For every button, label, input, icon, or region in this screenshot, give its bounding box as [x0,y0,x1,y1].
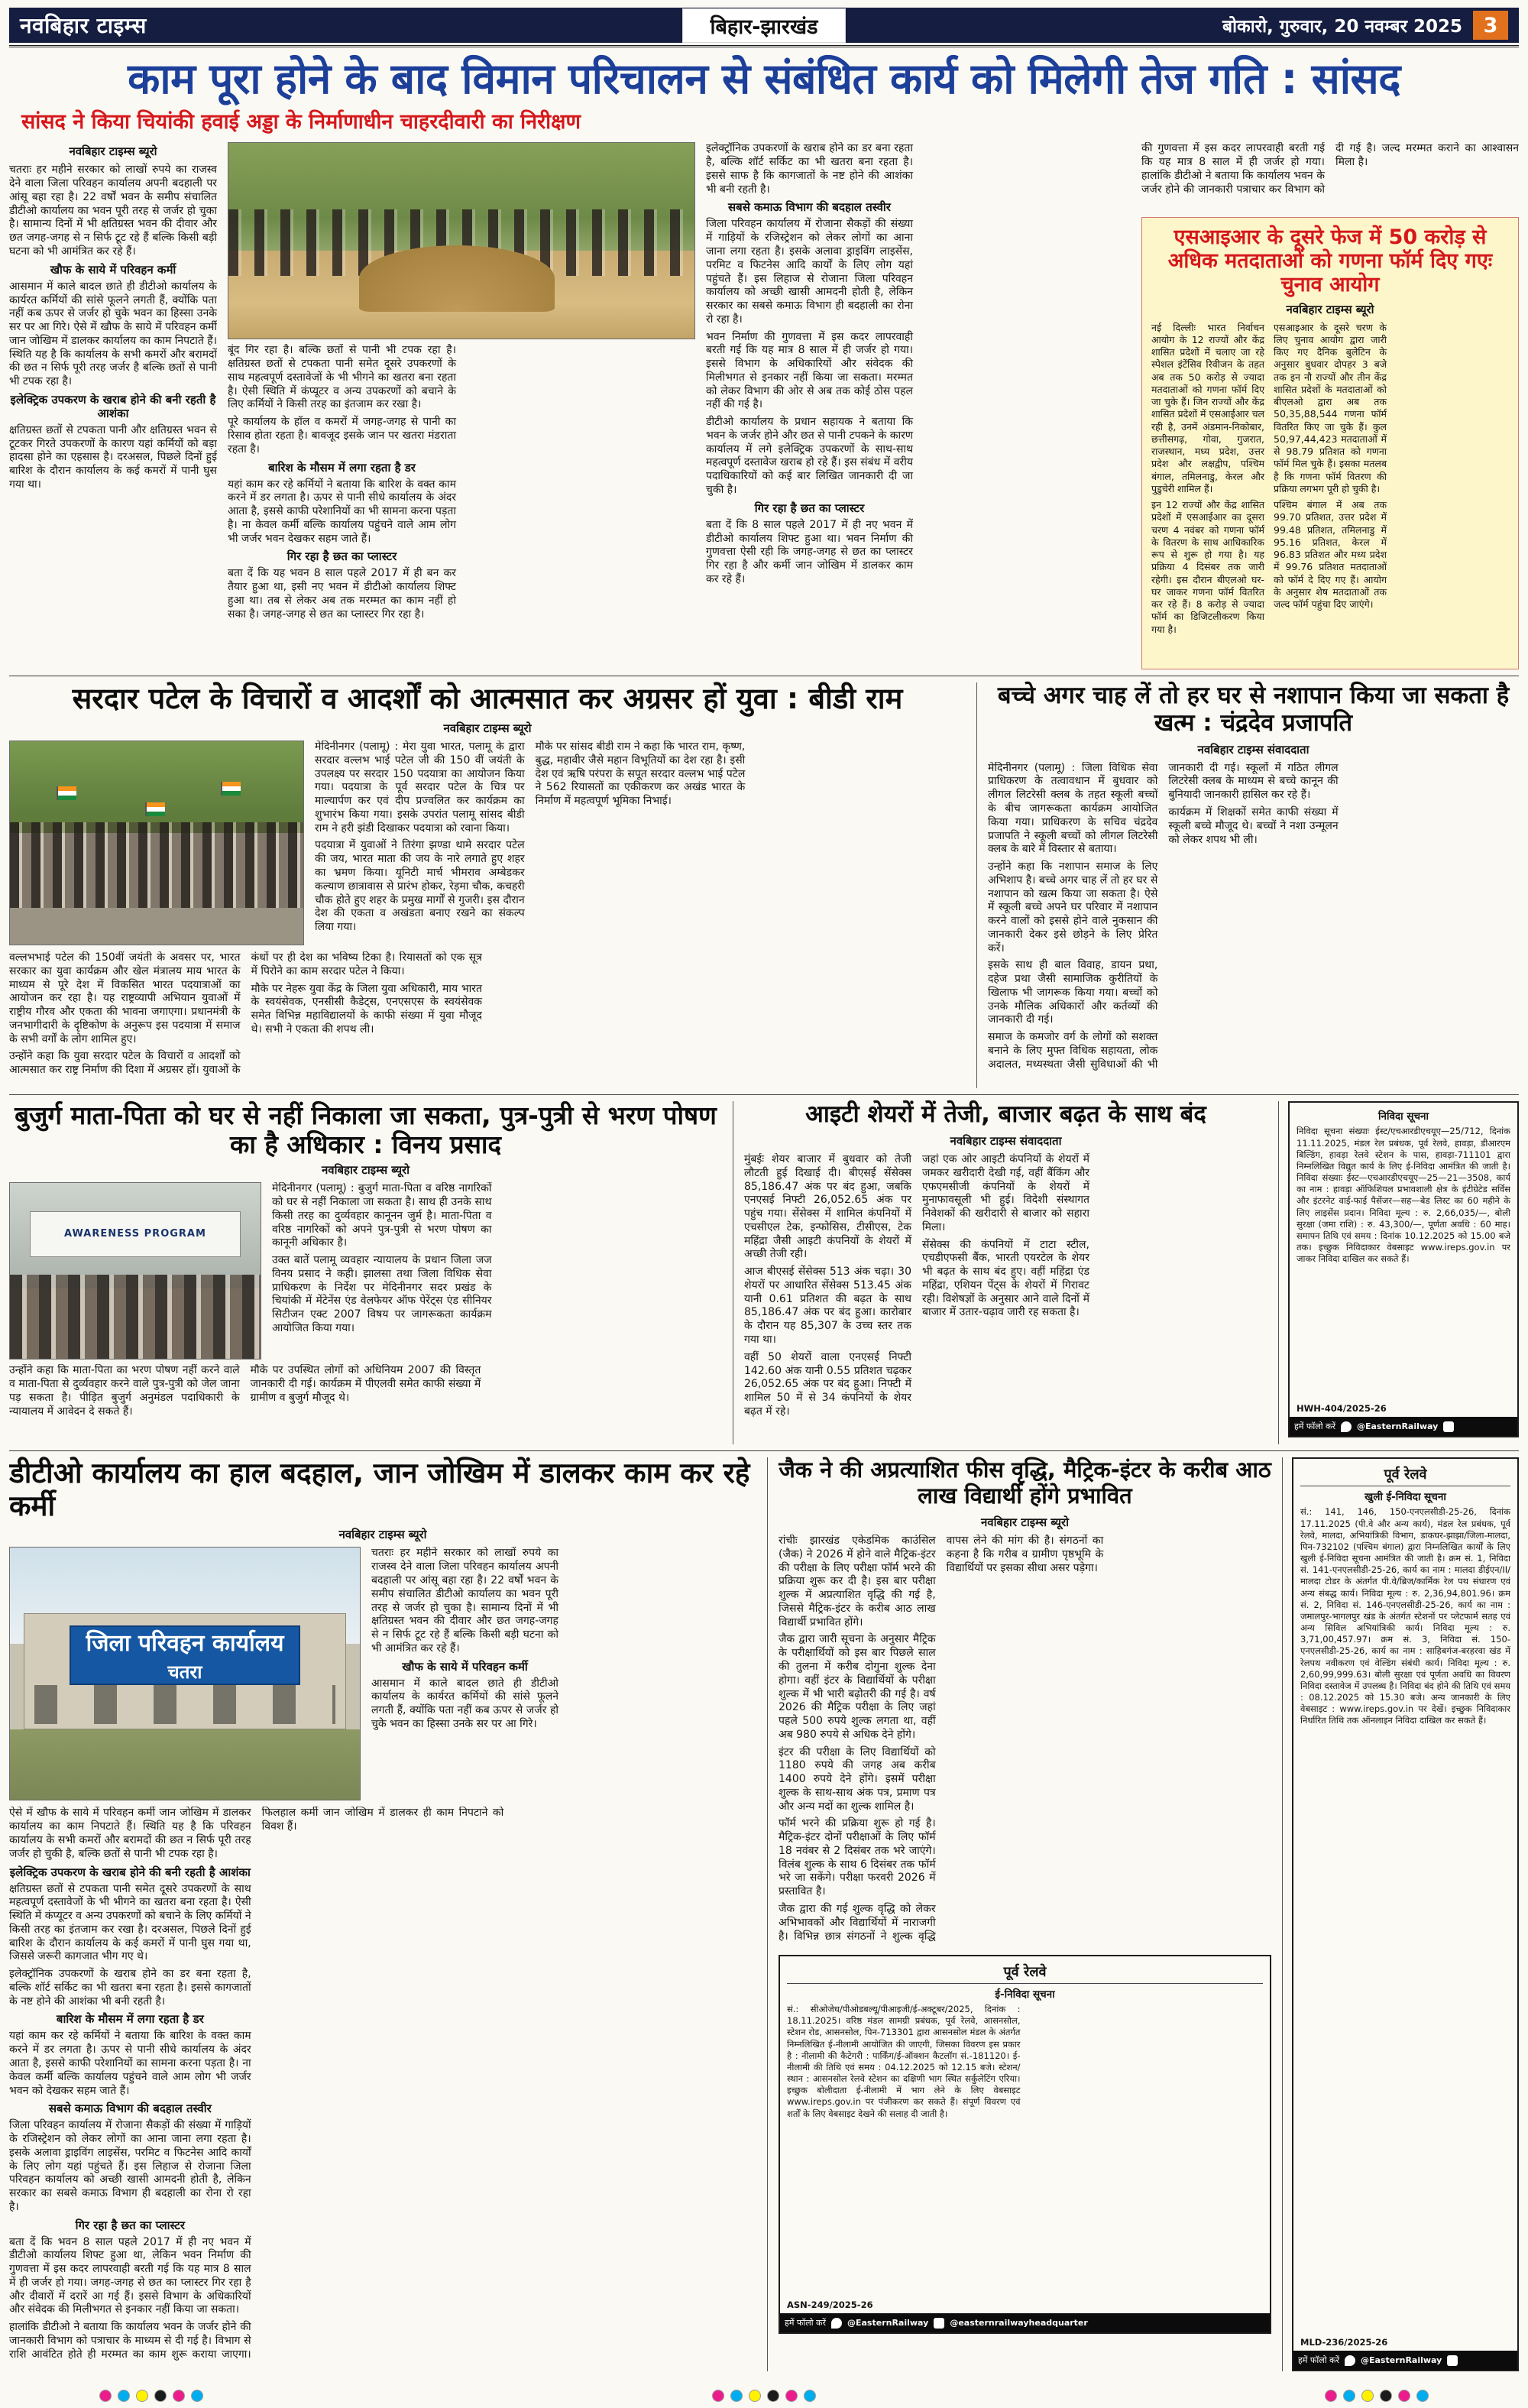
children-body [988,762,1519,1080]
registration-dot [173,2390,185,2402]
body-paragraph: बता दें कि यह भवन 8 साल पहले 2017 में ही बन कर तैयार हुआ था, इसी नए भवन में डीटीओ कार्यालय शिफ्ट हुआ था। तब से लेकर अब तक मरम्मत का काम नहीं हो सका है। जगह-जगह से छत का प्लास्टर गिर रहा है। [228,567,456,621]
registration-dot [1398,2390,1410,2402]
notice-body: सं.: सीओजेध/पीओडबल्यू/पीआइजी/ई-अक्टूबर/2025, दिनांक : 18.11.2025। वरिष्ठ मंडल सामग्री प्रबंधक, पूर्व रेलवे, आसनसोल, स्टेशन रोड, आसनसोल, पिन-713301 द्वारा आसनसोल मंडल के अंतर्गत निम्नलिखित ई-नीलामी आयोजित की जाएगी, जिसका विवरण इस प्रकार है : नीलामी की कैटेगरी : पार्किंग/ई-ऑक्शन कैटलॉग सं.-181120। ई-नीलामी की तिथि एवं समय : 04.12.2025 को 12.15 बजे। स्टेशन/स्थान : आसनसोल रेलवे स्टेशन का दक्षिणी भाग स्थित सर्कुलेटिंग एरिया। इच्छुक बोलीदाता ई-नीलामी में भाग लेने के लिए वेबसाइट www.ireps.gov.in पर पंजीकरण कर सकते हैं। संपूर्ण विवरण एवं शर्तों के लिए वेबसाइट देखने की सलाह दी जाती है। [787,2004,1021,2119]
body-paragraph: मौके पर नेहरू युवा केंद्र के जिला युवा अधिकारी, माय भारत के स्वयंसेवक, एनसीसी कैडेट्स, एनएसएस के स्वयंसेवक समेत विभिन्न महाविद्यालयों के काफी संख्या में युवा मौजूद थे। सभी ने एकता की शपथ ली। [251,982,482,1035]
body-paragraph: समाज के कमजोर वर्ग के लोगों को सशक्त बनाने के लिए मुफ्त विधिक सहायता, लोक अदालत, मध्यस्थता जैसी सुविधाओं की भी जानकारी दी गई। स्कूलों में गठित लीगल लिटरेसी क्लब के माध्यम से बच्चे कानून की बुनियादी जानकारी हासिल कर रहे हैं। [988,761,1339,1071]
body-paragraph: पश्चिम बंगाल में अब तक 99.70 प्रतिशत, उत्तर प्रदेश में 99.48 प्रतिशत, तमिलनाडु में 95.16 प्रतिशत, केरल में 96.83 प्रतिशत और मध्य प्रदेश में 99.76 प्रतिशत मतदाताओं को फॉर्म दे दिए गए हैं। आयोग के अनुसार शेष मतदाताओं तक जल्द फॉर्म पहुंचा दिए जाएंगे। [1274,499,1387,611]
photo-banner: AWARENESS PROGRAM [30,1211,241,1257]
masthead-right [861,11,1508,40]
body-paragraph: आसमान में काले बादल छाते ही डीटीओ कार्यालय के कार्यरत कर्मियों की सांसे फूलने लगती हैं, क्योंकि पता नहीं कब ऊपर से जर्जर हो चुके भवन का हिस्सा उनके सर पर आ गिरे। ऐसे में खौफ के साये में परिवहन कर्मी जान जोखिम में डालकर कार्यालय का काम निपटाते हैं। स्थिति यह है कि कार्यालय के सभी कमरों और बरामदों की छत न सिर्फ पूरी तरह जर्जर है बल्कि छतों से पानी भी टपक रहा है। [9,280,217,388]
article-elders [9,1101,722,1444]
tender-notice-hwh [1288,1101,1519,1437]
body-paragraph: फॉर्म भरने की प्रक्रिया शुरू हो गई है। मैट्रिक-इंटर दोनों परीक्षाओं के लिए फॉर्म 18 नवंबर से 2 दिसंबर तक भरे जाएंगे। विलंब शुल्क के साथ 6 दिसंबर तक फॉर्म भरे जा सकेंगे। परीक्षा फरवरी 2026 में प्रस्तावित है। [779,1817,936,1898]
patel-bottom-text [9,951,966,1086]
body-paragraph: मेदिनीनगर (पलामू) : जिला विधिक सेवा प्राधिकरण के तत्वावधान में बुधवार को लीगल लिटरेसी क्लब के तहत स्कूली बच्चों के बीच जागरूकता कार्यक्रम आयोजित किया गया। प्राधिकरण के सचिव चंद्रदेव प्रजापति ने स्कूली बच्चों को लीगल लिटरेसी क्लब के बारे में विस्तार से बताया। [988,761,1158,856]
photo-windows [34,1685,335,1724]
body-paragraph: बता दें कि 8 साल पहले 2017 में ही नए भवन में डीटीओ कार्यालय शिफ्ट हुआ था। भवन निर्माण की गुणवत्ता ऐसी रही कि जगह-जगह से छत का प्लास्टर गिर रहा है और कर्मी जान जोखिम में डालकर काम कर रहे हैं। [706,518,913,585]
body-paragraph: चतराः हर महीने सरकार को लाखों रुपये का राजस्व देने वाला जिला परिवहन कार्यालय अपनी बदहाली पर आंसू बहा रहा है। 22 वर्षों भवन के समीप संचालित डीटीओ कार्यालय का भवन पूरी तरह से जर्जर हो चुका है। सामान्य दिनों में भी क्षतिग्रस्त भवन की दीवार और छत जगह-जगह से न सिर्फ टूट रहे हैं बल्कि किसी बड़ी घटना को भी आमंत्रित कर रहे हैं। [371,1547,558,1654]
follow-label: हमें फॉलो करें [1298,2355,1339,2366]
dto-photo-building [9,1547,361,1800]
inline-subhead: बारिश के मौसम में लगा रहता है डर [56,2012,204,2027]
patel-photo-row [9,741,966,945]
page-number: 3 [1473,11,1508,40]
dto-headline: डीटीओ कार्यालय का हाल बदहाल, जान जोखिम में डालकर काम कर रहे कर्मी [9,1457,750,1522]
body-paragraph: उन्होंने कहा कि माता-पिता का भरण पोषण नहीं करने वाले व माता-पिता से दुर्व्यवहार करने वाले पुत्र-पुत्री को जेल जाना पड़ सकता है। पीड़ित बुजुर्ग अनुमंडल पदाधिकारी के न्यायालय में आवेदन दे सकते हैं। [9,1364,240,1418]
body-paragraph: डीटीओ कार्यालय के प्रधान सहायक ने बताया कि भवन के जर्जर होने और छत से पानी टपकने के कारण कार्यालय में लगे इलेक्ट्रिक उपकरणों के साथ-साथ महत्वपूर्ण दस्तावेज खराब हो रहे हैं। इस संबंध में वरीय पदाधिकारियों को कई बार लिखित जानकारी दी जा चुकी है। [706,416,913,496]
masthead-rule [9,45,1519,47]
elders-byline: नवबिहार टाइम्स ब्यूरो [321,1163,410,1178]
social-follow-bar [1290,1417,1517,1436]
notice-org: पूर्व रेलवे [1300,1465,1510,1486]
lead-subhead: सांसद ने किया चियांकी हवाई अड्डा के निर्माणाधीन चाहरदीवारी का निरीक्षण [21,110,581,134]
inline-subhead: गिर रहा है छत का प्लास्टर [754,501,865,515]
registration-dot [749,2390,761,2402]
lead-column-1-text [9,164,217,491]
election-highlight-box [1141,217,1519,669]
lead-byline: नवबिहार टाइम्स ब्यूरो [69,144,157,159]
market-headline: आइटी शेयरों में तेजी, बाजार बढ़त के साथ बंद [805,1100,1206,1129]
article-children [976,682,1519,1088]
dto-bottom-text [9,1807,756,2369]
patel-photo-rally [9,741,304,945]
section-name: बिहार-झारखंड [682,8,847,43]
inline-subhead: खौफ के साये में परिवहन कर्मी [402,1659,528,1674]
registration-dot [1325,2390,1337,2402]
twitter-icon [831,2318,842,2329]
body-paragraph: जिला परिवहन कार्यालय में रोजाना सैकड़ों की संख्या में गाड़ियों के रजिस्ट्रेशन को लेकर लोगों का आना जाना लगा रहता है। इसके अलावा ड्राइविंग लाइसेंस, परमिट व फिटनेस आदि कार्यों के लिए लोग यहां पहुंचते हैं। इस लिहाज से रोजाना जिला परिवहन कार्यालय को अच्छी खासी आमदनी होती है, लेकिन सरकार का सबसे कमाऊ विभाग ही बदहाली का रोना रो रहा है। [706,218,913,326]
photo-crowd [10,822,303,908]
article-market [733,1101,1267,1444]
registration-dot [1343,2390,1355,2402]
jac-byline: नवबिहार टाइम्स ब्यूरो [980,1515,1070,1530]
lead-far-right-zone [1141,142,1519,669]
body-paragraph: की गुणवत्ता में इस कदर लापरवाही बरती गई कि यह मात्र 8 साल में ही जर्जर हो गया। हालांकि डीटीओ ने बताया कि कार्यालय भवन के जर्जर होने की जानकारी पत्राचार कर विभाग को दी गई है। जल्द मरम्मत कराने का आश्वासन मिला है। [1141,142,1519,196]
body-paragraph: मौके पर उपस्थित लोगों को अधिनियम 2007 की विस्तृत जानकारी दी गई। कार्यक्रम में पीएलवी समेत काफी संख्या में ग्रामीण व बुजुर्ग मौजूद थे। [250,1364,481,1404]
body-paragraph: रांचीः झारखंड एकेडमिक काउंसिल (जैक) ने 2026 में होने वाले मैट्रिक-इंटर की परीक्षा के लिए परीक्षा फॉर्म भरने की प्रक्रिया शुरू कर दी है। इस बार परीक्षा शुल्क में अप्रत्याशित वृद्धि की गई है, जिससे मैट्रिक-इंटर के करीब आठ लाख विद्यार्थी प्रभावित होंगे। [779,1535,936,1629]
photo-road [10,908,303,945]
tricolor-flag [145,802,165,816]
body-paragraph: कार्यक्रम में शिक्षकों समेत काफी संख्या में स्कूली बच्चे मौजूद थे। बच्चों ने नशा उन्मूलन को लेकर शपथ भी ली। [1168,805,1339,846]
notice-title: खुली ई-निविदा सूचना [1365,1491,1446,1504]
registration-dot [154,2390,167,2402]
section-lead-story [9,142,1519,669]
body-paragraph: उन्होंने कहा कि नशापान समाज के लिए अभिशाप है। बच्चे अगर चाह लें तो हर घर से नशापान को खत्म किया जा सकता है। ऐसे में स्कूली बच्चे अपने घर परिवार में नशापान करने वालों को इससे होने वाले नुकसान की जानकारी देकर इसे छोड़ने के लिए प्रेरित करें। [988,860,1158,954]
body-paragraph: ऐसे में खौफ के साये में परिवहन कर्मी जान जोखिम में डालकर कार्यालय का काम निपटाते हैं। स्थिति यह है कि परिवहन कार्यालय के सभी कमरों और बरामदों की छत न सिर्फ पूरी तरह जर्जर हो चुकी है, बल्कि छतों से पानी भी टपक रहा है। [9,1807,251,1860]
article-dto [9,1457,756,2371]
article-patel [9,682,966,1088]
twitter-handle: @EasternRailway [1361,2355,1442,2366]
body-paragraph: सेंसेक्स की कंपनियों में टाटा स्टील, एचडीएफसी बैंक, भारती एयरटेल के शेयर भी बढ़त के साथ बंद हुए। वहीं महिंद्रा एंड महिंद्रा, एशियन पेंट्स के शेयरों में गिरावट रही। विशेषज्ञों के अनुसार आने वाले दिनों में बाजार में उतार-चढ़ाव जारी रह सकता है। [922,1238,1089,1319]
photo-sand-mound [359,245,555,312]
body-paragraph: बूंद गिर रहा है। बल्कि छतों से पानी भी टपक रहा है। क्षतिग्रस्त छतों से टपकता पानी समेत दूसरे उपकरणों के साथ महत्वपूर्ण दस्तावेजों के भी भीगने का खतरा बना रहता है। ऐसी स्थिति में कंप्यूटर व अन्य उपकरणों को बचाने के लिए कर्मियों ने किसी तरह का इंतजाम कर रखा है। [228,344,456,411]
body-paragraph: क्षतिग्रस्त छतों से टपकता पानी समेत दूसरे उपकरणों के साथ महत्वपूर्ण दस्तावेजों के भी भीगने का खतरा बना रहता है। ऐसी स्थिति में कंप्यूटर व अन्य उपकरणों को बचाने के लिए कर्मियों ने किसी तरह का इंतजाम कर रखा है। दरअसल, पिछले दिनों हुई बारिश के दौरान कार्यालय के कई कमरों में पानी घुस गया था, जिससे जरूरी कागजात भीग गए थे। [9,1882,251,1963]
elders-bottom-text [9,1364,722,1441]
dto-byline: नवबिहार टाइम्स ब्यूरो [338,1528,427,1542]
photo-building [24,1613,345,1729]
market-body [744,1153,1267,1421]
section-two [9,676,1519,1088]
social-follow-bar [780,2313,1270,2332]
children-headline: बच्चे अगर चाह लें तो हर घर से नशापान किया जा सकता है खत्म : चंद्रदेव प्रजापति [997,682,1510,737]
notice-body: निविदा सूचना संख्याः ईस्ट/एचआरडीएचयूए—25/712, दिनांक 11.11.2025, मंडल रेल प्रबंधक, पूर्व रेलवे, हावड़ा, डीआरएम बिल्डिंग, हावड़ा रेलवे स्टेशन के पास, हावड़ा-711101 द्वारा निम्नलिखित विद्युत कार्य के लिए ई-निविदा आमंत्रित की जाती है। निविदा संख्याः ईस्ट—एचआरडीएचयूए—25—21—3508, कार्य का नाम : हावड़ा ऑफिशियल प्रभावशाली क्षेत्र के इंटीग्रेटेड सर्विस और इंटरनेट वाई-फाई पैसेंजर—सह—बेड लिस्ट का 60 महीने के लिए लाइसेंस प्रदान। निविदा मूल्य : रु. 2,66,035/—, बोली सुरक्षा (जमा राशि) : रु. 43,300/—, पूर्णता अवधि : 60 माह। समापन तिथि एवं समय : दिनांक 10.12.2025 को 15.00 बजे तक। इच्छुक निविदाकार वेबसाइट www.ireps.gov.in पर जाकर निविदा दाखिल कर सकते हैं। [1297,1126,1510,1265]
tender-notice-mld [1292,1457,1519,2371]
jac-body [779,1535,1271,1947]
right-rail-bottom [1282,1457,1519,2371]
body-paragraph: इसके साथ ही बाल विवाह, डायन प्रथा, दहेज प्रथा जैसी सामाजिक कुरीतियों के खिलाफ भी जागरूक किया गया। बच्चों को उनके मौलिक अधिकारों और कर्तव्यों की जानकारी दी गई। [988,959,1158,1026]
inline-subhead: सबसे कमाऊ विभाग की बदहाल तस्वीर [48,2102,212,2116]
registration-dot [767,2390,779,2402]
body-paragraph: भवन निर्माण की गुणवत्ता में इस कदर लापरवाही बरती गई कि यह मात्र 8 साल में ही जर्जर हो गया। इससे विभाग के अधिकारियों और संवेदक की मिलीभगत से इनकार नहीं किया जा सकता। मरम्मत को लेकर विभाग की ओर से अब तक कोई ठोस पहल नहीं की गई है। [706,330,913,411]
notice-id: HWH-404/2025-26 [1297,1403,1387,1415]
patel-byline: नवबिहार टाइम्स ब्यूरो [443,721,532,736]
notice-org: पूर्व रेलवे [787,1962,1263,1984]
social-follow-bar [1293,2351,1517,2370]
body-paragraph: उक्त बातें पलामू व्यवहार न्यायालय के प्रधान जिला जज विनय प्रसाद ने कही। झालसा तथा जिला विधिक सेवा प्राधिकरण के निर्देश पर मेदिनीनगर सदर प्रखंड के चियांकी में मेंटेनेंस एंड वेलफेयर ऑफ पेरेंट्स एंड सीनियर सिटीजन एक्ट 2007 विषय पर जागरूकता कार्यक्रम आयोजित किया गया। [272,1254,492,1334]
elders-headline: बुजुर्ग माता-पिता को घर से नहीं निकाला जा सकता, पुत्र-पुत्री से भरण पोषण का है अधिकार : विनय प्रसाद [15,1100,717,1160]
election-byline: नवबिहार टाइम्स ब्यूरो [1286,302,1374,316]
lead-right-columns [706,142,1131,669]
twitter-icon [1341,1421,1352,1432]
body-paragraph: वल्लभभाई पटेल की 150वीं जयंती के अवसर पर, भारत सरकार का युवा कार्यक्रम और खेल मंत्रालय माय भारत के माध्यम से पूरे देश में विकसित भारत पदयात्राओं का आयोजन कर रहा है। यह राष्ट्रव्यापी अभियान युवाओं में राष्ट्रीय गौरव और एकता की भावना जगाएगा। प्रधानमंत्री के जनभागीदारी के दृष्टिकोण के अनुरूप इस पदयात्रा में समाज के सभी वर्गों के लोग शामिल हुए। [9,951,241,1045]
body-paragraph: आज बीएसई सेंसेक्स 513 अंक चढ़ा। 30 शेयरों पर आधारित सेंसेक्स 513.45 अंक यानी 0.61 प्रतिशत की बढ़त के साथ 85,186.47 अंक पर बंद हुआ। कारोबार के दौरान यह 85,307 के उच्च स्तर तक गया था। [744,1266,911,1346]
body-paragraph: जैक द्वारा जारी सूचना के अनुसार मैट्रिक के परीक्षार्थियों को इस बार पिछले साल की तुलना में करीब दोगुना शुल्क देना होगा। वहीं इंटर के विद्यार्थियों के परीक्षा शुल्क में भी भारी बढ़ोतरी की गई है। वर्ष 2026 की मैट्रिक परीक्षा के लिए जहां पहले 500 रुपये शुल्क लगता था, वहीं अब 980 रुपये से अधिक देने होंगे। [779,1633,936,1741]
follow-label: हमें फॉलो करें [1294,1421,1335,1432]
body-paragraph: यहां काम कर रहे कर्मियों ने बताया कि बारिश के वक्त काम करने में डर लगता है। ऊपर से पानी सीधे कार्यालय के अंदर आता है, इससे काफी परेशानियों का भी सामना करना पड़ता है। ना केवल कर्मी बल्कि कार्यालय पहुंचने वाले आम लोग भी जर्जर भवन देखकर सहम जाते हैं। [228,478,456,545]
body-paragraph: जिला परिवहन कार्यालय में रोजाना सैकड़ों की संख्या में गाड़ियों के रजिस्ट्रेशन को लेकर लोगों का आना जाना लगा रहता है। इसके अलावा ड्राइविंग लाइसेंस, परमिट व फिटनेस आदि कार्यों के लिए लोग यहां पहुंचते हैं। इस लिहाज से रोजाना जिला परिवहन कार्यालय को अच्छी खासी आमदनी होती है, लेकिन सरकार का सबसे कमाऊ विभाग ही बदहाली का रोना रो रहा है। [9,2119,251,2213]
facebook-icon [934,2318,944,2329]
election-headline: एसआइआर के दूसरे फेज में 50 करोड़ से अधिक मतदाताओं को गणना फॉर्म दिए गएः चुनाव आयोग [1167,225,1493,297]
dto-photo-row [9,1547,756,1800]
inline-subhead: इलेक्ट्रिक उपकरण के खराब होने की बनी रहती है आशंका [10,392,216,420]
body-paragraph: बता दें कि भवन 8 साल पहले 2017 में ही नए भवन में डीटीओ कार्यालय शिफ्ट हुआ था, लेकिन भवन निर्माण की गुणवत्ता में इस कदर लापरवाही बरती गई कि यह मात्र 8 साल में ही जर्जर हो गया। जगह-जगह से छत का प्लास्टर गिर रहा है और दीवारों में दरारें आ गई हैं। इससे विभाग के अधिकारियों और संवेदक की मिलीभगत से इनकार नहीं किया जा सकता। [9,2235,251,2316]
body-paragraph: चतराः हर महीने सरकार को लाखों रुपये का राजस्व देने वाला जिला परिवहन कार्यालय अपनी बदहाली पर आंसू बहा रहा है। 22 वर्षों भवन के समीप संचालित डीटीओ कार्यालय का भवन पूरी तरह से जर्जर हो चुका है। सामान्य दिनों में भी क्षतिग्रस्त भवन की दीवार और छत जगह-जगह से न सिर्फ टूट रहे हैं बल्कि किसी बड़ी घटना को भी आमंत्रित कर रहे हैं। [9,164,217,258]
body-paragraph: नई दिल्लीः भारत निर्वाचन आयोग के 12 राज्यों और केंद्र शासित प्रदेशों में चलाए जा रहे स्पेशल इंटेंसिव रिवीजन के तहत अब तक 50 करोड़ से ज्यादा मतदाताओं को गणना फॉर्म दिए जा चुके हैं। जिन राज्यों और केंद्र शासित प्रदेशों में एसआईआर चल रही है, उनमें अंडमान-निकोबार, छत्तीसगढ़, गोवा, गुजरात, राजस्थान, मध्य प्रदेश, उत्तर प्रदेश और लक्षद्वीप, पश्चिम बंगाल, तमिलनाडु, केरल और पुडुचेरी शामिल हैं। [1151,321,1264,494]
registration-dot-group [1325,2390,1429,2402]
body-paragraph: आसमान में काले बादल छाते ही डीटीओ कार्यालय के कार्यरत कर्मियों की सांसे फूलने लगती हैं, क्योंकि पता नहीं कब ऊपर से जर्जर हो चुके भवन का हिस्सा उनके सर पर आ गिरे। [371,1677,558,1730]
body-paragraph: जहां एक ओर आइटी कंपनियों के शेयरों में जमकर खरीदारी देखी गई, वहीं बैंकिंग और एफएमसीजी कंपनियों के शेयरों में मुनाफावसूली भी हुई। विदेशी संस्थागत निवेशकों की खरीदारी से बाजार को सहारा मिला। [922,1153,1089,1233]
sign-line-2: चतरा [167,1661,202,1684]
date-line: बोकारो, गुरुवार, 20 नवम्बर 2025 [1222,17,1462,37]
article-jac [767,1457,1271,2371]
photo-ground [10,1729,360,1800]
tricolor-flag [221,782,241,796]
notice-body: सं.: 141, 146, 150-एनएलसीडी-25-26, दिनांक 17.11.2025 (पी.वे और अन्य कार्य), मंडल रेल प्रबंधक, पूर्व रेलवे, मालदा, अभियांत्रिकी विभाग, डाकघर-झाझा/जिला-मालदा, पिन-732102 (पश्चिम बंगाल) द्वारा निम्नलिखित कार्यों के लिए खुली ई-निविदा सूचना आमंत्रित की जाती है। क्रम सं. 1, निविदा सं. 141-एनएलसीडी-25-26, कार्य का नाम : मालदा डीईएन/II/मालदा टोडर के अंतर्गत पी.वे/ब्रिज/कार्मिक रेल पथ संधारण एवं अन्य संबद्ध कार्य। निविदा मूल्य : रु. 2,36,94,801.96। क्रम सं. 2, निविदा सं. 146-एनएलसीडी-25-26, कार्य का नाम : जमालपुर-भागलपुर खंड के अंतर्गत स्टेशनों पर प्लेटफार्म सतह एवं अन्य सिविल अभियांत्रिकी कार्य। निविदा मूल्य : रु. 3,71,00,457.97। क्रम सं. 3, निविदा सं. 150-एनएलसीडी-25-26, कार्य का नाम : साहिबगंज-बरहरवा खंड में रेलपथ नवीकरण एवं वेल्डिंग संबंधी कार्य। निविदा मूल्य : रु. 2,60,99,999.63। बोली सुरक्षा एवं पूर्णता अवधि का विवरण निविदा दस्तावेज में उपलब्ध है। निविदा बंद होने की तिथि एवं समय : 08.12.2025 को 15.30 बजे। अन्य जानकारी के लिए वेबसाइट : www.ireps.gov.in पर देखें। इच्छुक निविदाकार निर्धारित तिथि तक ऑनलाइन निविदा दाखिल कर सकते हैं। [1300,1506,1510,1726]
registration-dot [99,2390,112,2402]
twitter-icon [1345,2355,1355,2366]
lead-overflow-text [1141,142,1519,212]
follow-label: हमें फॉलो करें [785,2318,826,2329]
body-paragraph: मेदिनीनगर (पलामू) : मेरा युवा भारत, पलामू के द्वारा सरदार वल्लभ भाई पटेल जी की 150 वीं जयंती के उपलक्ष्य पर सरदार 150 पदयात्रा का आयोजन किया गया। पदयात्रा के पूर्व सरदार पटेल के चित्र पर माल्यार्पण कर एवं दीप प्रज्वलित कर कार्यक्रम का शुभारंभ किया गया। इसके उपरांत पलामू सांसद बीडी राम ने हरी झंडी दिखाकर पदयात्रा को रवाना किया। [315,741,525,835]
twitter-handle: @EasternRailway [847,2318,929,2329]
registration-dot [1416,2390,1429,2402]
registration-dot [712,2390,724,2402]
inline-subhead: खौफ के साये में परिवहन कर्मी [50,262,176,277]
section-three [9,1094,1519,1444]
notice-id: MLD-236/2025-26 [1300,2337,1388,2348]
masthead [9,8,1519,43]
body-paragraph: इन 12 राज्यों और केंद्र शासित प्रदेशों में एसआईआर का दूसरा चरण 4 नवंबर को गणना फॉर्म के वितरण के साथ आधिकारिक रूप से शुरू हो गया है। यह प्रक्रिया 4 दिसंबर तक जारी रहेगी। इस दौरान बीएलओ घर-घर जाकर गणना फॉर्म वितरित कर रहे हैं। 8 करोड़ से ज्यादा फॉर्म का डिजिटलीकरण किया गया है। [1151,499,1264,635]
body-paragraph: मौके पर सांसद बीडी राम ने कहा कि भारत राम, कृष्ण, बुद्ध, महावीर जैसे महान विभूतियों का देश रहा है। इसी देश एवं ऋषि परंपरा के सपूत सरदार वल्लभ भाई पटेल ने 562 रियासतों का एकीकरण कर अखंड भारत के निर्माण में महत्वपूर्ण भूमिका निभाई। [535,741,746,808]
inline-subhead: गिर रहा है छत का प्लास्टर [286,549,397,564]
registration-dot [1361,2390,1374,2402]
body-paragraph: क्षतिग्रस्त छतों से टपकता पानी और क्षतिग्रस्त भवन से टूटकर गिरते उपकरणों के कारण यहां कर्मियों को बड़ा हादसा होने का एहसास है। दरअसल, पिछले दिनों हुई बारिश के दौरान कार्यालय के कई कमरों में पानी घुस गया था। [9,423,217,491]
body-paragraph: पदयात्रा में युवाओं ने तिरंगा झण्डा थामे सरदार पटेल की जय, भारत माता की जय के नारे लगाते हुए शहर का भ्रमण किया। यूनिटी मार्च भीमराव अम्बेडकर कल्याण छात्रावास से प्रारंभ होकर, रेड़मा चौक, कचहरी चौक होते हुए शहर के प्रमुख मार्गों से गुजरी। इस दौरान देश की एकता व अखंडता बनाए रखने का संकल्प लिया गया। [315,839,525,934]
lead-photo-inspection [228,142,695,339]
photo-trees [10,741,303,833]
registration-dot-group [99,2390,203,2402]
photo-audience [10,1275,261,1359]
sign-line-1: जिला परिवहन कार्यालय [86,1630,284,1658]
inline-subhead: सबसे कमाऊ विभाग की बदहाल तस्वीर [728,200,891,215]
body-paragraph: मेदिनीनगर (पलामू) : बुजुर्ग माता-पिता व वरिष्ठ नागरिकों को घर से नहीं निकाला जा सकता है। साथ ही उनके साथ किसी तरह का दुर्व्यवहार कानूनन जुर्म है। माता-पिता व वरिष्ठ नागरिकों को अपने पुत्र-पुत्री से भरण पोषण का कानूनी अधिकार है। [272,1182,492,1249]
patel-headline: सरदार पटेल के विचारों व आदर्शों को आत्मसात कर अग्रसर हों युवा : बीडी राम [72,682,903,716]
print-registration-marks [0,2390,1528,2402]
body-paragraph: वहीं 50 शेयरों वाला एनएसई निफ्टी 142.60 अंक यानी 0.55 प्रतिशत चढ़कर 26,052.65 अंक पर बंद हुआ। निफ्टी में शामिल 50 में से 34 कंपनियों के शेयर बढ़त में रहे। [744,1350,911,1418]
elders-photo-row [9,1182,722,1360]
registration-dot [1380,2390,1392,2402]
elders-side-text [272,1182,722,1360]
lead-middle-zone [228,142,695,669]
body-paragraph: जैक द्वारा की गई शुल्क वृद्धि को लेकर अभिभावकों और विद्यार्थियों में नाराजगी है। विभिन्न छात्र संगठनों ने शुल्क वृद्धि वापस लेने की मांग की है। संगठनों का कहना है कि गरीब व ग्रामीण पृष्ठभूमि के विद्यार्थियों पर इसका सीधा असर पड़ेगा। [779,1535,1104,1943]
section-four [9,1450,1519,2371]
office-sign-board [70,1625,300,1685]
inline-subhead: बारिश के मौसम में लगा रहता है डर [268,460,416,475]
body-paragraph: हालांकि डीटीओ ने बताया कि कार्यालय भवन के जर्जर होने की जानकारी विभाग को पत्राचार के माध्यम से दी गई है। विभाग से राशि आवंटित होते ही मरम्मत का काम शुरू कराया जाएगा। फिलहाल कर्मी जान जोखिम में डालकर ही काम निपटाने को विवश हैं। [9,1807,504,2361]
registration-dot [730,2390,743,2402]
body-paragraph: पूरे कार्यालय के हॉल व कमरों में जगह-जगह से पानी का रिसाव होता रहता है। बावजूद इसके जान पर खतरा मंडराता रहता है। [228,416,456,455]
body-paragraph: मुंबईः शेयर बाजार में बुधवार को तेजी लौटती हुई दिखाई दी। बीएसई सेंसेक्स 85,186.47 अंक पर बंद हुआ, जबकि एनएसई निफ्टी 26,052.65 अंक पर पहुंच गया। सेंसेक्स में शामिल कंपनियों में एचसीएल टेक, इन्फोसिस, टीसीएस, टेक महिंद्रा जैसी आइटी कंपनियों के शेयरों में अच्छी तेजी रही। [744,1153,911,1261]
body-paragraph: यहां काम कर रहे कर्मियों ने बताया कि बारिश के वक्त काम करने में डर लगता है। ऊपर से पानी सीधे कार्यालय के अंदर आता है, इससे काफी परेशानियों का सामना करना पड़ता है। ना केवल कर्मी बल्कि कार्यालय पहुंचने वाले आम लोग भी जर्जर भवन को देखकर सहम जाते हैं। [9,2030,251,2097]
body-paragraph: इंटर की परीक्षा के लिए विद्यार्थियों को 1180 रुपये की जगह अब करीब 1400 रुपये देने होंगे। इसमें परीक्षा शुल्क के साथ-साथ अंक पत्र, प्रमाण पत्र और अन्य मदों का शुल्क शामिल है। [779,1745,936,1813]
facebook-icon [1447,2355,1458,2366]
body-paragraph: इलेक्ट्रॉनिक उपकरणों के खराब होने का डर बना रहता है, बल्कि शॉर्ट सर्किट का भी खतरा बना रहता है। इससे साफ है कि कागजातों के नष्ट होने की आशंका भी बनी रहती है। [706,142,913,196]
election-body [1151,322,1509,650]
inline-subhead: गिर रहा है छत का प्लास्टर [75,2218,186,2232]
lead-middle-text [228,344,695,666]
lead-headline: काम पूरा होने के बाद विमान परिचालन से संबंधित कार्य को मिलेगी तेज गति : सांसद [128,54,1400,103]
twitter-handle: @EasternRailway [1357,1421,1439,1432]
market-byline: नवबिहार टाइम्स संवाददाता [950,1134,1062,1149]
jac-headline: जैक ने की अप्रत्याशित फीस वृद्धि, मैट्रिक-इंटर के करीब आठ लाख विद्यार्थी होंगे प्रभावित [779,1457,1271,1509]
body-paragraph: उन्होंने कहा कि युवा सरदार पटेल के विचारों व आदर्शों को आत्मसात कर राष्ट्र निर्माण की दिशा में अग्रसर हों। युवाओं के कंधों पर ही देश का भविष्य टिका है। रियासतों को एक सूत्र में पिरोने का काम सरदार पटेल ने किया। [9,951,482,1077]
registration-dot [191,2390,203,2402]
children-byline: नवबिहार टाइम्स संवाददाता [1197,742,1309,757]
registration-dot [785,2390,798,2402]
registration-dot-group [712,2390,816,2402]
registration-dot [118,2390,130,2402]
notice-title: ई-निविदा सूचना [995,1988,1055,2001]
facebook-handle: @easternrailwayheadquarter [950,2318,1088,2329]
dto-side-text [371,1547,756,1800]
tender-notice-asn [779,1955,1271,2334]
tricolor-flag [57,786,76,800]
lead-column-1 [9,142,217,669]
registration-dot [804,2390,816,2402]
notice-title: निविदा सूचना [1377,1110,1429,1123]
right-rail-top [1278,1101,1519,1444]
notice-id: ASN-249/2025-26 [787,2299,873,2311]
body-paragraph: एसआइआर के दूसरे चरण के लिए चुनाव आयोग द्वारा जारी किए गए दैनिक बुलेटिन के अनुसार बुधवार दोपहर 3 बजे तक इन नौ राज्यों और तीन केंद्र शासित प्रदेशों के मतदाताओं को बीएलओ द्वारा अब तक 50,35,88,544 गणना फॉर्म वितरित किए जा चुके हैं। कुल 50,97,44,423 मतदाताओं में से 98.79 प्रतिशत को गणना फॉर्म मिल चुके हैं। इसका मतलब है कि गणना फॉर्म वितरण की प्रक्रिया लगभग पूरी हो चुकी है। [1274,321,1387,494]
paper-name: नवबिहार टाइम्स [20,13,147,38]
patel-side-text [315,741,966,945]
registration-dot [136,2390,148,2402]
body-paragraph: इलेक्ट्रॉनिक उपकरणों के खराब होने का डर बना रहता है, बल्कि शॉर्ट सर्किट का भी खतरा बना रहता है। इससे कागजातों के नष्ट होने की आशंका भी बनी रहती है। [9,1968,251,2008]
elders-photo-awareness [9,1182,261,1360]
inline-subhead: इलेक्ट्रिक उपकरण के खराब होने की बनी रहती है आशंका [9,1865,251,1879]
facebook-icon [1443,1421,1454,1432]
